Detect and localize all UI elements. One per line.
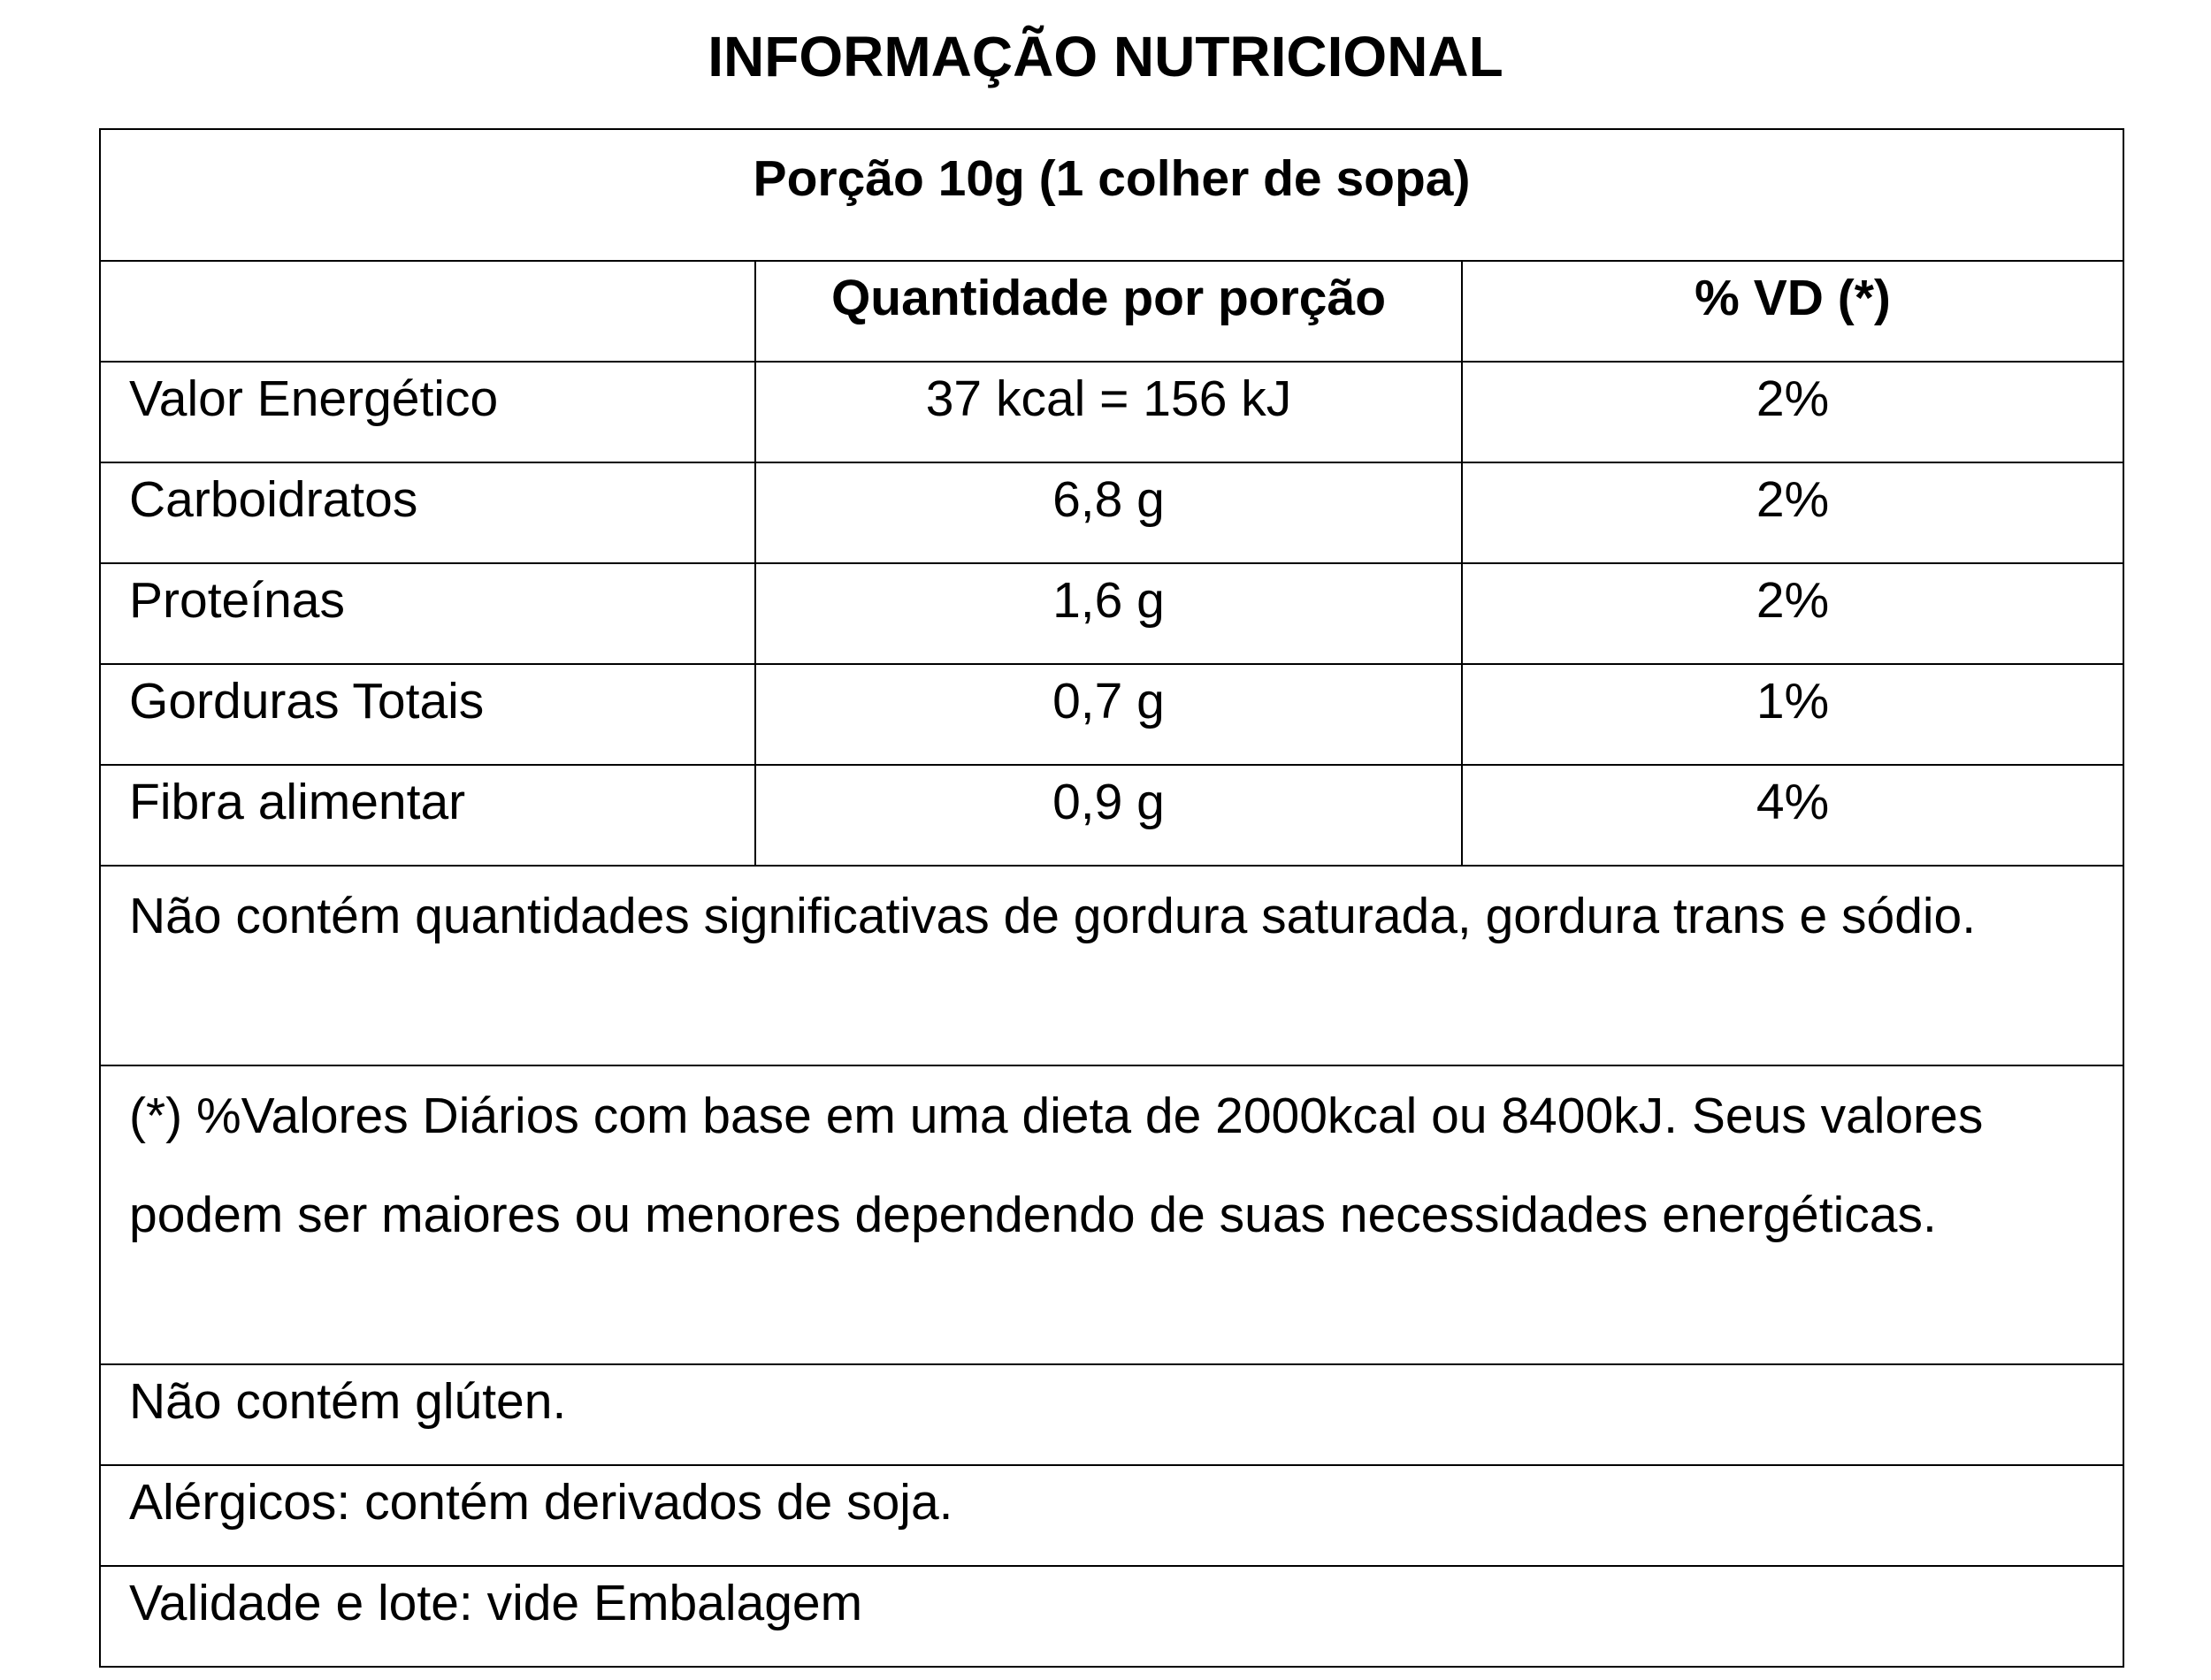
not-significant-note: Não contém quantidades significativas de gordura saturada, gordura trans e sódio. — [100, 866, 2123, 1065]
note-row — [100, 1364, 2123, 1465]
table-row — [100, 664, 2123, 765]
nutrient-quantity: 0,9 g — [755, 765, 1462, 866]
nutrient-name: Gorduras Totais — [100, 664, 755, 765]
nutrient-quantity: 37 kcal = 156 kJ — [755, 362, 1462, 462]
note-row — [100, 866, 2123, 1065]
page-title: INFORMAÇÃO NUTRICIONAL — [708, 25, 1503, 88]
nutrient-dv: 2% — [1462, 462, 2123, 563]
nutrition-table — [99, 128, 2124, 1668]
daily-values-note: (*) %Valores Diários com base em uma dieta de 2000kcal ou 8400kJ. Seus valores podem ser maiores ou menores dependendo de suas necessidades energéticas. — [100, 1065, 2123, 1364]
validity-note: Validade e lote: vide Embalagem — [100, 1566, 2123, 1667]
nutrient-dv: 1% — [1462, 664, 2123, 765]
nutrient-name: Carboidratos — [100, 462, 755, 563]
table-row — [100, 362, 2123, 462]
note-row — [100, 1065, 2123, 1364]
table-row — [100, 462, 2123, 563]
header-row — [100, 261, 2123, 362]
nutrient-name: Fibra alimentar — [100, 765, 755, 866]
nutrient-quantity: 1,6 g — [755, 563, 1462, 664]
header-dv: % VD (*) — [1462, 261, 2123, 362]
table-row — [100, 765, 2123, 866]
note-row — [100, 1465, 2123, 1566]
note-row — [100, 1566, 2123, 1667]
table-row — [100, 563, 2123, 664]
portion-cell: Porção 10g (1 colher de sopa) — [100, 129, 2123, 261]
nutrient-dv: 2% — [1462, 563, 2123, 664]
portion-row — [100, 129, 2123, 261]
header-nutrient — [100, 261, 755, 362]
gluten-note: Não contém glúten. — [100, 1364, 2123, 1465]
allergens-note: Alérgicos: contém derivados de soja. — [100, 1465, 2123, 1566]
nutrient-dv: 4% — [1462, 765, 2123, 866]
nutrient-quantity: 0,7 g — [755, 664, 1462, 765]
nutrient-name: Valor Energético — [100, 362, 755, 462]
nutrient-name: Proteínas — [100, 563, 755, 664]
nutrient-quantity: 6,8 g — [755, 462, 1462, 563]
nutrient-dv: 2% — [1462, 362, 2123, 462]
header-quantity: Quantidade por porção — [755, 261, 1462, 362]
